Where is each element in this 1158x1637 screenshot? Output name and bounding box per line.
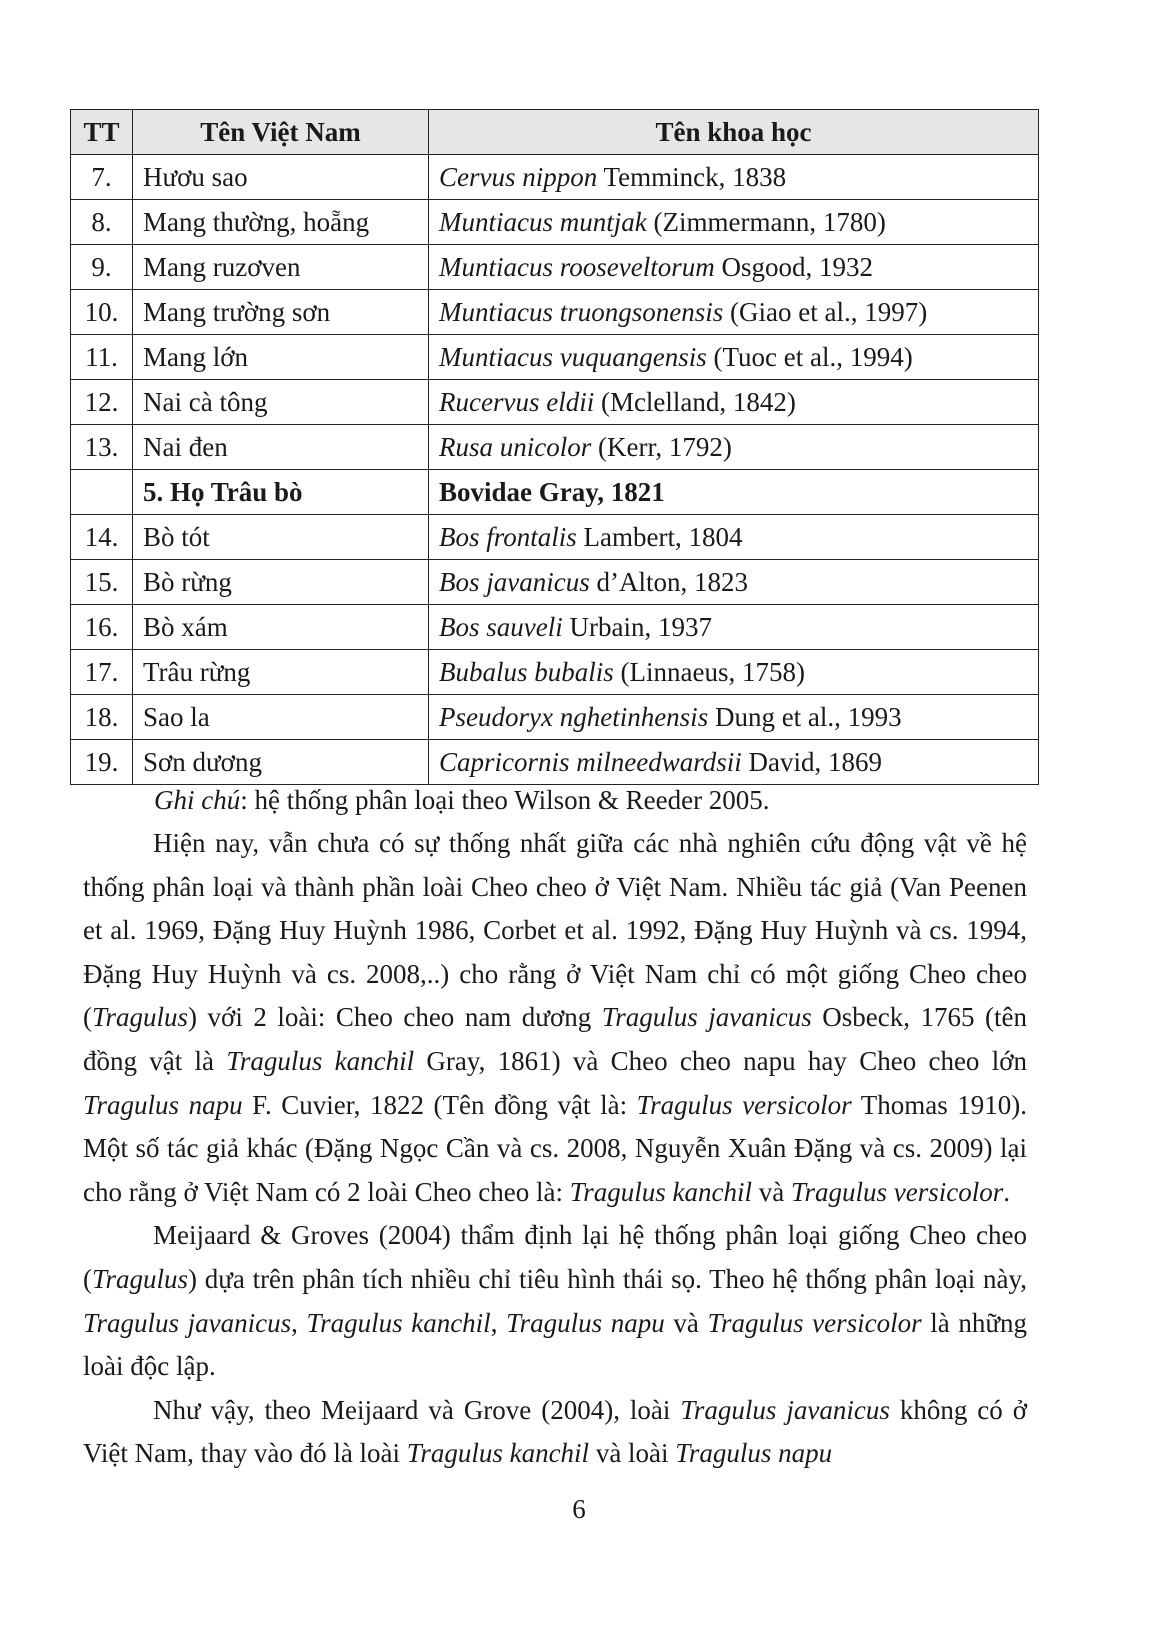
cell-vietnamese-name: Mang thường, hoẵng [133, 200, 429, 245]
cell-tt: 17. [71, 650, 133, 695]
species-authority: (Tuoc et al., 1994) [706, 341, 913, 372]
table-row [71, 425, 1039, 470]
note-label: Ghi chú [154, 785, 241, 815]
cell-tt: 9. [71, 245, 133, 290]
cell-tt: 15. [71, 560, 133, 605]
species-binomial: Muntiacus vuquangensis [439, 341, 707, 372]
cell-vietnamese-name: Bò rừng [133, 560, 429, 605]
cell-scientific-name [429, 560, 1039, 605]
cell-tt: 13. [71, 425, 133, 470]
species-binomial: Bubalus bubalis [439, 656, 614, 687]
text-run: F. Cuvier, 1822 (Tên đồng vật là: [242, 1089, 637, 1120]
italic-term: Tragulus napu [675, 1438, 833, 1469]
text-run: Thomas 1910). Một số tác giả khác (Đặng Ngọc Cần và cs. 2008, Nguyễn Xuân Đặng và cs. 2009) lại cho rằng ở Việt Nam có 2 loài Cheo cheo là: [83, 1089, 1027, 1207]
text-run: và [752, 1176, 792, 1207]
species-binomial: Rusa unicolor [439, 431, 592, 462]
table-row [71, 245, 1039, 290]
species-binomial: Bos frontalis [439, 521, 577, 552]
cell-scientific-name [429, 200, 1039, 245]
italic-term: Tragulus kanchil [226, 1045, 415, 1076]
paragraph [83, 1214, 1027, 1388]
cell-vietnamese-name: Mang lớn [133, 335, 429, 380]
italic-term: Tragulus javanicus [680, 1394, 890, 1425]
text-run: Hiện nay, vẫn chưa có sự thống nhất giữa các nhà nghiên cứu động vật về hệ thống phân loại và thành phần loài Cheo cheo ở Việt Nam. Nhiều tác giả (Van Peenen et al. 1969, Đặng Huy Huỳnh 1986, Corbet et al. 1992, Đặng Huy Huỳnh và cs. 1994, Đặng Huy Huỳnh và cs. 2008,..) cho rằng ở Việt Nam chỉ có một giống Cheo cheo ( [83, 828, 1027, 1033]
species-authority: Osgood, 1932 [714, 251, 873, 282]
cell-vietnamese-name: Hươu sao [133, 155, 429, 200]
cell-vietnamese-name: Bò tót [133, 515, 429, 560]
cell-tt: 10. [71, 290, 133, 335]
italic-term: Tragulus [92, 1002, 189, 1033]
species-authority: Lambert, 1804 [576, 521, 743, 552]
italic-term: Tragulus javanicus [601, 1002, 812, 1033]
table-body [71, 155, 1039, 785]
cell-scientific-name [429, 650, 1039, 695]
page-number: 6 [572, 1494, 586, 1524]
text-run: Osbeck, 1765 (tên đồng vật là [83, 1002, 1027, 1076]
text-run: và loài [589, 1438, 676, 1469]
italic-term: Tragulus javanicus [83, 1307, 292, 1338]
species-authority: (Linnaeus, 1758) [613, 656, 805, 687]
species-authority: (Kerr, 1792) [591, 431, 732, 462]
text-run: . [1003, 1176, 1011, 1207]
italic-term: Tragulus versicolor [791, 1176, 1004, 1207]
cell-scientific-name [429, 605, 1039, 650]
table-row [71, 515, 1039, 560]
family-row [71, 470, 1039, 515]
text-run: Như vậy, theo Meijaard và Grove (2004), loài [153, 1394, 681, 1425]
cell-tt: 8. [71, 200, 133, 245]
cell-scientific-name [429, 695, 1039, 740]
cell-vietnamese-name: Sao la [133, 695, 429, 740]
species-authority: (Zimmermann, 1780) [646, 206, 886, 237]
italic-term: Tragulus versicolor [636, 1089, 852, 1120]
table-row [71, 650, 1039, 695]
table-row [71, 200, 1039, 245]
text-run: Gray, 1861) và Cheo cheo napu hay Cheo cheo lớn [414, 1045, 1027, 1076]
species-binomial: Rucervus eldii [439, 386, 595, 417]
species-binomial: Cervus nippon [439, 161, 598, 192]
table-row [71, 605, 1039, 650]
cell-vietnamese-name: 5. Họ Trâu bò [133, 470, 429, 515]
species-binomial: Muntiacus muntjak [439, 206, 647, 237]
text-run: không có ở Việt Nam, thay vào đó là loài [83, 1394, 1027, 1469]
species-authority: Dung et al., 1993 [708, 701, 902, 732]
header-vietnamese-name: Tên Việt Nam [133, 110, 429, 155]
species-authority: Urbain, 1937 [562, 611, 712, 642]
species-authority: Temminck, 1838 [597, 161, 787, 192]
text-run: và [664, 1307, 708, 1338]
cell-scientific-name [429, 470, 1039, 515]
text-run: , [291, 1307, 307, 1338]
cell-tt: 12. [71, 380, 133, 425]
table-row [71, 155, 1039, 200]
cell-tt: 14. [71, 515, 133, 560]
body-text [83, 822, 1027, 1476]
cell-tt [71, 470, 133, 515]
cell-vietnamese-name: Trâu rừng [133, 650, 429, 695]
species-binomial: Muntiacus truongsonensis [439, 296, 724, 327]
table-row [71, 560, 1039, 605]
cell-scientific-name [429, 335, 1039, 380]
cell-scientific-name [429, 740, 1039, 785]
italic-term: Tragulus napu [83, 1089, 243, 1120]
cell-vietnamese-name: Nai cà tông [133, 380, 429, 425]
table-row [71, 380, 1039, 425]
cell-scientific-name [429, 380, 1039, 425]
header-tt: TT [71, 110, 133, 155]
species-binomial: Pseudoryx nghetinhensis [439, 701, 709, 732]
table-row [71, 695, 1039, 740]
table-header-row [71, 110, 1039, 155]
table-row [71, 290, 1039, 335]
cell-scientific-name [429, 245, 1039, 290]
text-run: ) dựa trên phân tích nhiều chỉ tiêu hình thái sọ. Theo hệ thống phân loại này, [188, 1263, 1027, 1294]
cell-tt: 16. [71, 605, 133, 650]
cell-tt: 19. [71, 740, 133, 785]
italic-term: Tragulus kanchil [306, 1307, 491, 1338]
species-authority: Bovidae Gray, 1821 [439, 476, 665, 507]
species-authority: David, 1869 [741, 746, 882, 777]
italic-term: Tragulus kanchil [406, 1438, 590, 1469]
species-authority: (Mclelland, 1842) [594, 386, 796, 417]
cell-tt: 11. [71, 335, 133, 380]
text-run: , [490, 1307, 507, 1338]
text-run: là những loài độc lập. [83, 1307, 1028, 1382]
paragraph [83, 1389, 1027, 1476]
italic-term: Tragulus kanchil [569, 1176, 753, 1207]
paragraph [83, 822, 1027, 1214]
italic-term: Tragulus [92, 1263, 189, 1294]
cell-vietnamese-name: Mang trường sơn [133, 290, 429, 335]
cell-vietnamese-name: Mang ruzơven [133, 245, 429, 290]
cell-vietnamese-name: Nai đen [133, 425, 429, 470]
table-row [71, 335, 1039, 380]
species-binomial: Bos sauveli [439, 611, 563, 642]
cell-vietnamese-name: Bò xám [133, 605, 429, 650]
species-binomial: Capricornis milneedwardsii [439, 746, 742, 777]
text-run: Meijaard & Groves (2004) thẩm định lại hệ thống phân loại giống Cheo cheo ( [83, 1220, 1027, 1294]
species-authority: d’Alton, 1823 [589, 566, 748, 597]
cell-vietnamese-name: Sơn dương [133, 740, 429, 785]
species-binomial: Bos javanicus [439, 566, 590, 597]
species-binomial: Muntiacus rooseveltorum [439, 251, 715, 282]
note-text: : hệ thống phân loại theo Wilson & Reeder 2005. [240, 785, 770, 815]
italic-term: Tragulus napu [506, 1307, 665, 1338]
cell-scientific-name [429, 425, 1039, 470]
cell-tt: 18. [71, 695, 133, 740]
cell-tt: 7. [71, 155, 133, 200]
table-row [71, 740, 1039, 785]
cell-scientific-name [429, 155, 1039, 200]
text-run: ) với 2 loài: Cheo cheo nam dương [188, 1002, 602, 1033]
cell-scientific-name [429, 290, 1039, 335]
species-authority: (Giao et al., 1997) [723, 296, 928, 327]
header-scientific-name: Tên khoa học [429, 110, 1039, 155]
cell-scientific-name [429, 515, 1039, 560]
table-note [154, 782, 770, 818]
species-table [70, 109, 1039, 785]
italic-term: Tragulus versicolor [707, 1307, 922, 1338]
